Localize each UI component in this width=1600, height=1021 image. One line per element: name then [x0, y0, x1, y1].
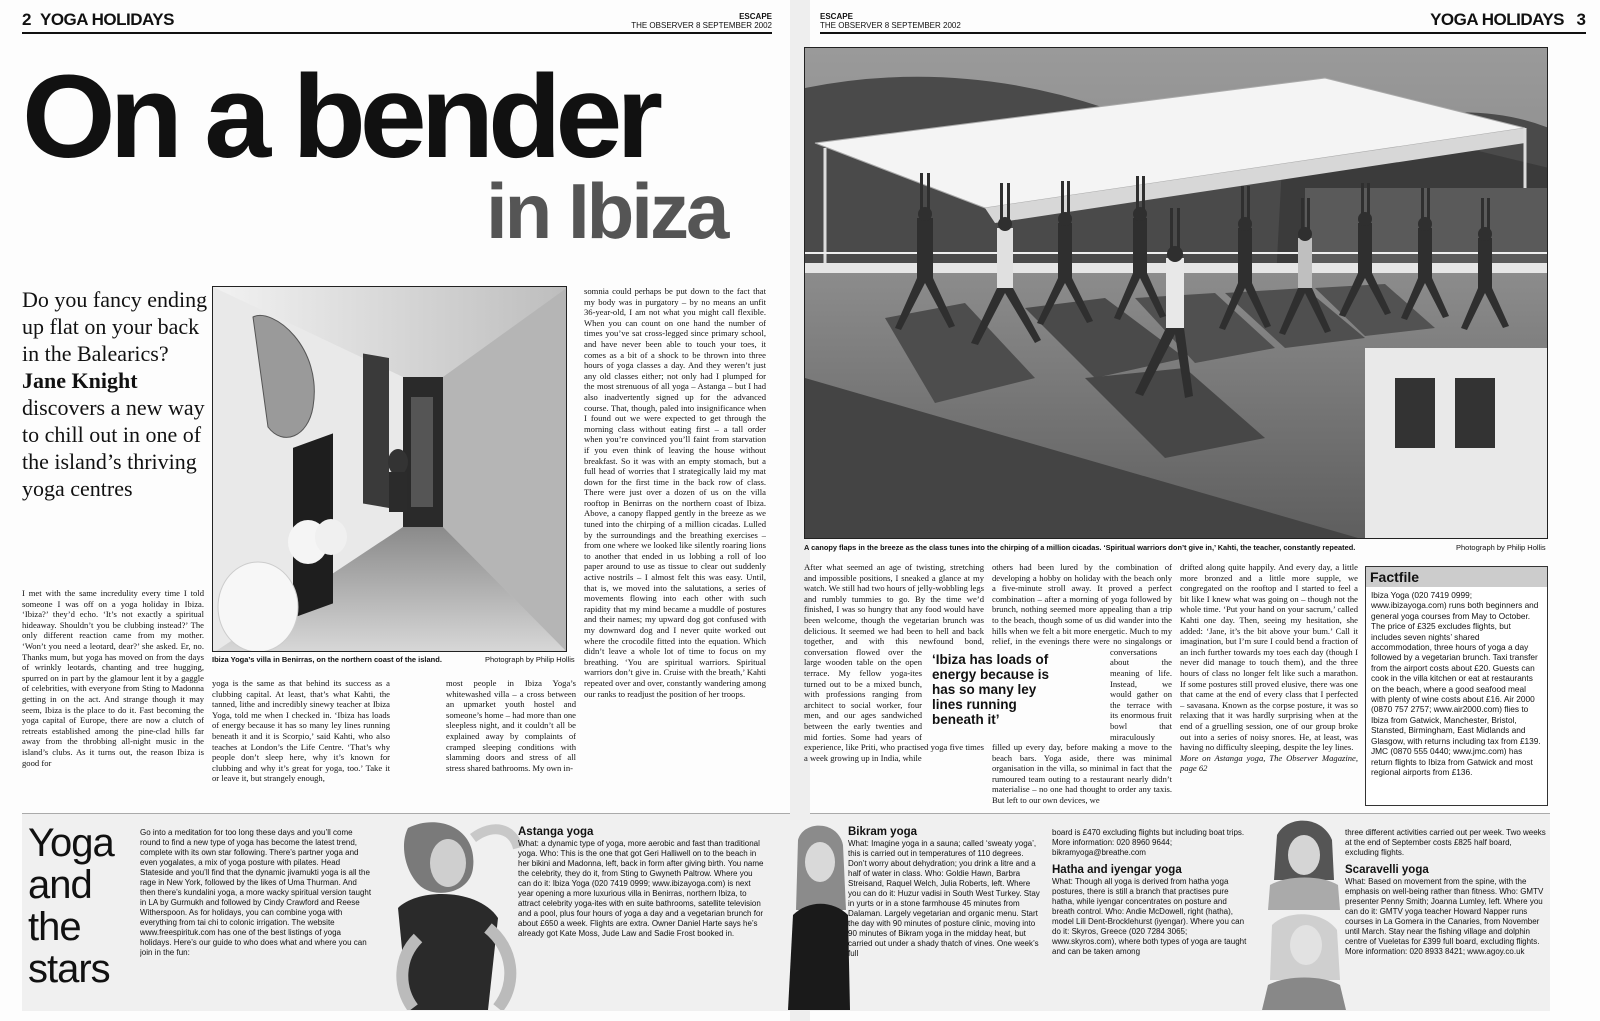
stars-title-line-2: and: [28, 863, 92, 907]
stars-title-line-3: the: [28, 905, 81, 949]
body-column-4: somnia could perhaps be put down to the fact that my body was in purgatory – by no means an unfit 36-year-old, I am not what you might call flexible. When you can count on one hand the number of times you’ve sat cross-legged since primary school, and have never been able to touch your toes, it comes as a bit of a shock to be thrown into three hours of yoga classes a day. And they weren’t just any old classes either; not only had I plumped for the most strenuous of all yoga – Astanga – but I had also inadvertently signed up for the advanced course. That, though, paled into insignificance when I found out we were expected to get through the morning class without eating first – a tall order when you’re convinced you’ll faint from starvation if you even think of leaving the house without breakfast. So it was with an empty stomach, but a full head of worries that I strategically laid my mat down for the first time in the back row of class. There were just over a dozen of us on the villa rooftop in Benirras on the northern coast of Ibiza. Above, a canopy flapped gently in the breeze as we tuned into the chirping of a million cicadas. Lulled by the surroundings and the breathing exercises – from one where we looked like silently roaring lions to another that ended in us lobbing a roll of loo paper around to use as tissue to clear out suddenly active nostrils – I almost felt this was easy. Until, that is, we moved into the salutations, a series of movements flowing into each other with such rapidity that my mind became a muddle of postures and their names; my upward dog got confused with my downward dog and I never quite worked out where the crocodile fitted into the equation. Which didn’t leave a whole lot of time to focus on my breathing. ‘You are spiritual warriors. Spiritual warriors don’t give in. Cruise with the breath,’ Kahti repeated over and over, constantly wandering among our ranks to readjust the position of her troops.: [584, 286, 766, 699]
section-title: YOGA HOLIDAYS: [40, 10, 174, 29]
factfile-box: [1365, 566, 1548, 806]
headline-subline: in Ibiza: [486, 167, 727, 255]
headline: On a bender: [22, 51, 657, 183]
scaravelli-section: [1345, 828, 1547, 1008]
astanga-photo-image: [378, 818, 528, 1010]
standfirst: [22, 286, 212, 502]
page-number-right: 3: [1576, 10, 1586, 29]
publication-date-right: THE OBSERVER 8 SEPTEMBER 2002: [820, 21, 961, 30]
bikram-photo: [788, 820, 850, 1010]
hatha-body: What: Though all yoga is derived from hatha yoga postures, there is still a branch that practises pure hatha, while iyengar concentrates on posture and breath control. Who: Andie McDowell, right (hatha), model Lili Dent-Brocklehurst (iyengar). Where you can do it: Skyros, Greece (020 7284 3065; www.skyros.com), where both types of yoga are taught and can be taken among: [1052, 877, 1247, 956]
astanga-title: Astanga yoga: [518, 826, 594, 838]
hatha-continued: three different activities carried out per week. Two weeks at the end of September costs £825 half board, excluding flights.: [1345, 828, 1546, 857]
section-title-right: YOGA HOLIDAYS: [1430, 10, 1564, 29]
scaravelli-photos: [1262, 820, 1346, 1010]
factfile-title: Factfile: [1366, 567, 1547, 587]
pull-quote: ‘Ibiza has loads of energy because is has so many ley lines running beneath it’: [932, 652, 1050, 727]
more-on-link: More on Astanga yoga, The Observer Magazine, page 62: [1180, 752, 1358, 774]
stars-title-line-1: Yoga: [28, 821, 114, 865]
byline: Jane Knight: [22, 368, 138, 393]
astanga-section: [518, 826, 766, 1008]
body-column-1: I met with the same incredulity every time I told someone I was off on a yoga holiday in Ibiza. ‘Ibiza?’ they’d echo. ‘It’s not exactly a spiritual hideaway. Shouldn’t you be clubbing instead?’ The only different reaction came from my mother. ‘Won’t you need a leotard, dear?’ she asked. Er, no. Thanks mum, but yoga has moved on from the days of wrinkly leotards, chanting and tree hugging, spurred on in part by the glamour lent it by a gaggle of celebrities, with everyone from Sting to Madonna getting in on the act. And strange though it may seem, Ibiza is the place to do it. Fast becoming the yoga capital of Europe, there are now a clutch of retreats established among the pine-clad hills far away from the throbbing all-night music in the island’s clubs. As it turns out, the reason Ibiza is good for: [22, 588, 204, 768]
body-column-3: most people in Ibiza Yoga’s whitewashed villa – a cross between an upmarket youth hostel and someone’s home – had more than one sleepless night, and it couldn’t all be explained away by complaints of cramped sleeping conditions with slamming doors and stress of all stress shared bathrooms. My own in-: [446, 678, 576, 773]
right-body-column-1-text: After what seemed an age of twisting, stretching and impossible positions, I sneaked a glance at my watch. We still had two hours of jelly-wobbling legs and rumbly tummies to go. By the time we’d finished, I was so hungry that any food would have been welcome, though the vegetarian brunch was delicious. It seemed we had been to hell and back together, and with this newfound bond, conversation flowed over the large wooden table on the open terrace. My fellow yoga-ites turned out to be a mixed bunch, with professions ranging from architect to social worker, four men, and our ages sandwiched between the early twenties and mid forties. Some had years of experience, like Priti, who practised yoga five times a week growing up in India, while: [804, 562, 984, 763]
villa-photo-image: [213, 287, 567, 652]
factfile-body: Ibiza Yoga (020 7419 0999; www.ibizayoga.com) runs both beginners and general yoga courses from May to October. The price of £325 excludes flights, but includes seven nights’ shared accommodation, three hours of yoga a day followed by a vegetarian brunch. Taxi transfer from the airport costs about £20. Guests can cook in the villa kitchen or eat at restaurants on the beach, where a good seafood meal with plenty of wine costs about £16. Air 2000 (0870 757 2757; www.air2000.com) flies to Ibiza from Gatwick, Manchester, Bristol, Stansted, Birmingham, East Midlands and Glasgow, with returns including tax from £139. JMC (0870 555 0440; www.jmc.com) has return flights to Ibiza from Gatwick and most regional airports from £136.: [1371, 590, 1541, 777]
astanga-body: What: a dynamic type of yoga, more aerobic and fast than traditional yoga. Who: This is the one that got Geri Halliwell on to the beach in her bikini and Madonna, left, back in form after giving birth. You name the celebrity, they do it, from Sting to Gwyneth Paltrow. Where you can do it: Ibiza Yoga (020 7419 0999; www.ibizayoga.com) is next year opening a more luxurious villa in Benirras, northern Ibiza, to attract celebrity yoga-ites with en suite bathrooms, satellite television and a pool, plus four hours of yoga a day and a vegetarian brunch for about £650 a week. Flights are extra. Owner Daniel Harte says he’s already got Kate Moss, Jude Law and Sadie Frost booked in.: [518, 839, 764, 938]
villa-photo: [212, 286, 567, 652]
scaravelli-body: What: Based on movement from the spine, with the emphasis on well-being rather than fitness. Who: GMTV presenter Penny Smith; Joanna Lumley, left. Where you can do it: GMTV yoga teacher Howard Napper runs courses in La Gomera in the Canaries, from November until March. Stay near the fishing village and dolphin centre of Vueletas for £399 full board, excluding flights. More information: 020 8933 8421; www.agoy.co.uk: [1345, 877, 1544, 956]
right-header: [820, 8, 1586, 34]
celebrity-photos-image: [1262, 820, 1346, 1010]
section-label: ESCAPE: [739, 12, 772, 21]
astanga-photo: [378, 818, 528, 1010]
left-header: [22, 8, 772, 34]
publication-line: [612, 12, 772, 30]
bikram-continued: board is £470 excluding flights but including boat trips. More information: 020 8960 9644; bikramyoga@breathe.com: [1052, 828, 1245, 857]
publication-date: THE OBSERVER 8 SEPTEMBER 2002: [631, 21, 772, 30]
right-body-column-3-text: drifted along quite happily. And every day, a little more bronzed and a little more supple, we congregated on the rooftop and I started to feel a bit like I knew what was going on – though not the whole time. ‘Put your hand on your sacrum,’ called Kahti one day. Then, seeing my hesitation, she added: ‘Jane, it’s the bit above your bum.’ Call it imagination, but I’m sure I could bend a fraction of an inch further towards my toes each day (though I never did manage to touch them), and the three hours of class no longer felt like such a marathon. If some postures still proved elusive, there was one that came at the end of every class that I perfected – savasana. Known as the corpse posture, it was so relaxing that it was hardly surprising when at the end of a gruelling session, one of our group broke out into a series of noisy snores. He, at least, was having no difficulty sleeping, despite the ley lines.: [1180, 562, 1358, 753]
villa-photo-credit: Photograph by Philip Hollis: [485, 655, 575, 664]
bikram-title: Bikram yoga: [848, 826, 918, 838]
hatha-section: [1052, 828, 1248, 1008]
stars-title: [28, 822, 114, 990]
villa-caption-text: Ibiza Yoga’s villa in Benirras, on the northern coast of the island.: [212, 655, 442, 664]
hatha-title: Hatha and iyengar yoga: [1052, 864, 1182, 876]
bikram-body: What: Imagine yoga in a sauna; called ‘sweaty yoga’, this is carried out in temperatures of 110 degrees. Don’t worry about dehydration; you drink a litre and a half of water in class. Who: Goldie Hawn, Barbra Streisand, Raquel Welch, Julia Roberts, left. Where you can do it: Huzur vadisi in South West Turkey. Stay in yurts or in a stone farmhouse 45 minutes from Dalaman. Largely vegetarian and organic menu. Start the day with 90 minutes of posture clinic, moving into 90 minutes of Bikram yoga in the midday heat, but carried out under a shady thatch of vines. One week’s full: [848, 839, 1040, 958]
body-column-2: yoga is the same as that behind its success as a clubbing capital. At least, that’s what Kahti, the tanned, lithe and incredibly sinewy teacher at Ibiza Yoga, told me when I checked in. ‘Ibiza has loads of energy because it has so many ley lines running beneath it and it is Scorpio,’ said Kahti, who also teaches at London’s the Life Centre. ‘That’s why people don’t sleep here, why it’s known for clubbing and why it’s great for yoga, too.’ Take it or leave it, but strangely enough,: [212, 678, 390, 784]
stars-title-line-4: stars: [28, 947, 110, 991]
page-number: 2: [22, 10, 32, 29]
standfirst-text: Do you fancy ending up flat on your back in the Balearics?: [22, 287, 208, 366]
bikram-photo-image: [788, 820, 850, 1010]
rooftop-photo-credit: Photograph by Philip Hollis: [1456, 543, 1546, 552]
stars-intro: Go into a meditation for too long these days and you’ll come round to find a new type of yoga has become the latest trend, complete with its own star following. There’s partner yoga and even yogalates, a mix of yoga posture with pilates. Head Stateside and you’ll find that the dynamic jivamukti yoga is all the rage in New York, followed by the likes of Uma Thurman. And then there’s kundalini yoga, a more wacky spiritual version taught in LA by Gurmukh and followed by Cindy Crawford and Reese Witherspoon. As for holidays, you can combine yoga with everything from tai chi to colonic irrigation. The website www.freespirituk.com has one of the best listings of yoga holidays. Here’s our guide to who does what and where you can join in the fun:: [140, 828, 372, 957]
rooftop-photo-caption: A canopy flaps in the breeze as the class tunes into the chirping of a million cicadas. ‘Spiritual warriors don’t give in,’ Kahti, the teacher, constantly repeated.: [804, 543, 1356, 552]
right-body-column-2-text: others had been lured by the combination of developing a hobby on holiday with the beach only a five-minute stroll away. It proved a perfect combination – after a morning of yoga followed by brunch, nothing seemed more appealing than a trip to the beach, though some of us did wander into the hills when we felt a bit more energetic. Much to my relief, in the evenings there were no singalongs or conversations about the meaning of life. Instead, we would gather on the terrace with its enormous fruit bowl that miraculously filled up every day, before making a move to the beach bars. Yoga aside, there was minimal organisation in the villa, so minimal in fact that the rumoured team outing to a restaurant nearly didn’t materialise – no one had thought to order any taxis. But left to our own devices, we: [992, 562, 1172, 806]
right-body-column-3: [1180, 562, 1358, 810]
standfirst-text-2: discovers a new way to chill out in one of the island’s thriving yoga centres: [22, 395, 205, 501]
publication-line-right: [820, 12, 980, 30]
bikram-section: [848, 826, 1043, 1008]
rooftop-yoga-photo: [804, 47, 1548, 539]
villa-photo-caption: [212, 655, 442, 664]
rooftop-photo-image: [805, 48, 1548, 539]
scaravelli-title: Scaravelli yoga: [1345, 864, 1429, 876]
section-label-right: ESCAPE: [820, 12, 853, 21]
